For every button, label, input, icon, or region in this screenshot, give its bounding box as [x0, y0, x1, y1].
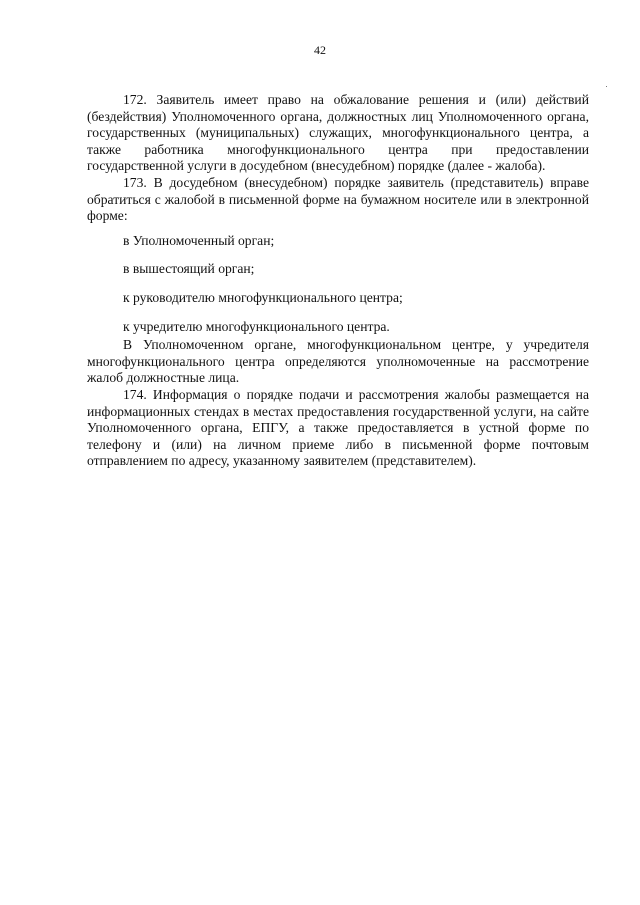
paragraph-173: 173. В досудебном (внесудебном) порядке заявитель (представитель) вправе обратиться с жалобой в письменной форме на бумажном носителе или в электронной форме: [87, 174, 589, 224]
page-number: 42 [314, 43, 326, 57]
list-item: к учредителю многофункционального центра. [123, 318, 390, 334]
document-body [87, 92, 589, 470]
list-item: в Уполномоченный орган; [123, 232, 275, 248]
list-item: в вышестоящий орган; [123, 261, 255, 277]
list-item: к руководителю многофункционального центра; [123, 289, 403, 305]
paragraph-174: 174. Информация о порядке подачи и рассмотрения жалобы размещается на информационных стендах в местах предоставления государственной услуги, на сайте Уполномоченного органа, ЕПГУ, а также предоставляется в устной форме по телефону и (или) на личном приеме либо в письменной форме почтовым отправлением по адресу, указанному заявителем (представителем). [87, 386, 589, 469]
scan-speck [606, 86, 607, 87]
paragraph-officials: В Уполномоченном органе, многофункциональном центре, у учредителя многофункционального центра определяются уполномоченные на рассмотрение жалоб должностные лица. [87, 337, 589, 386]
paragraph-172: 172. Заявитель имеет право на обжалование решения и (или) действий (бездействия) Уполномоченного органа, должностных лиц Уполномоченного органа, государственных (муниципальных) служащих, многофункционального центра, а также работника многофункционального центра при предоставлении государственной услуги в досудебном (внесудебном) порядке (далее - жалоба). [87, 92, 589, 174]
